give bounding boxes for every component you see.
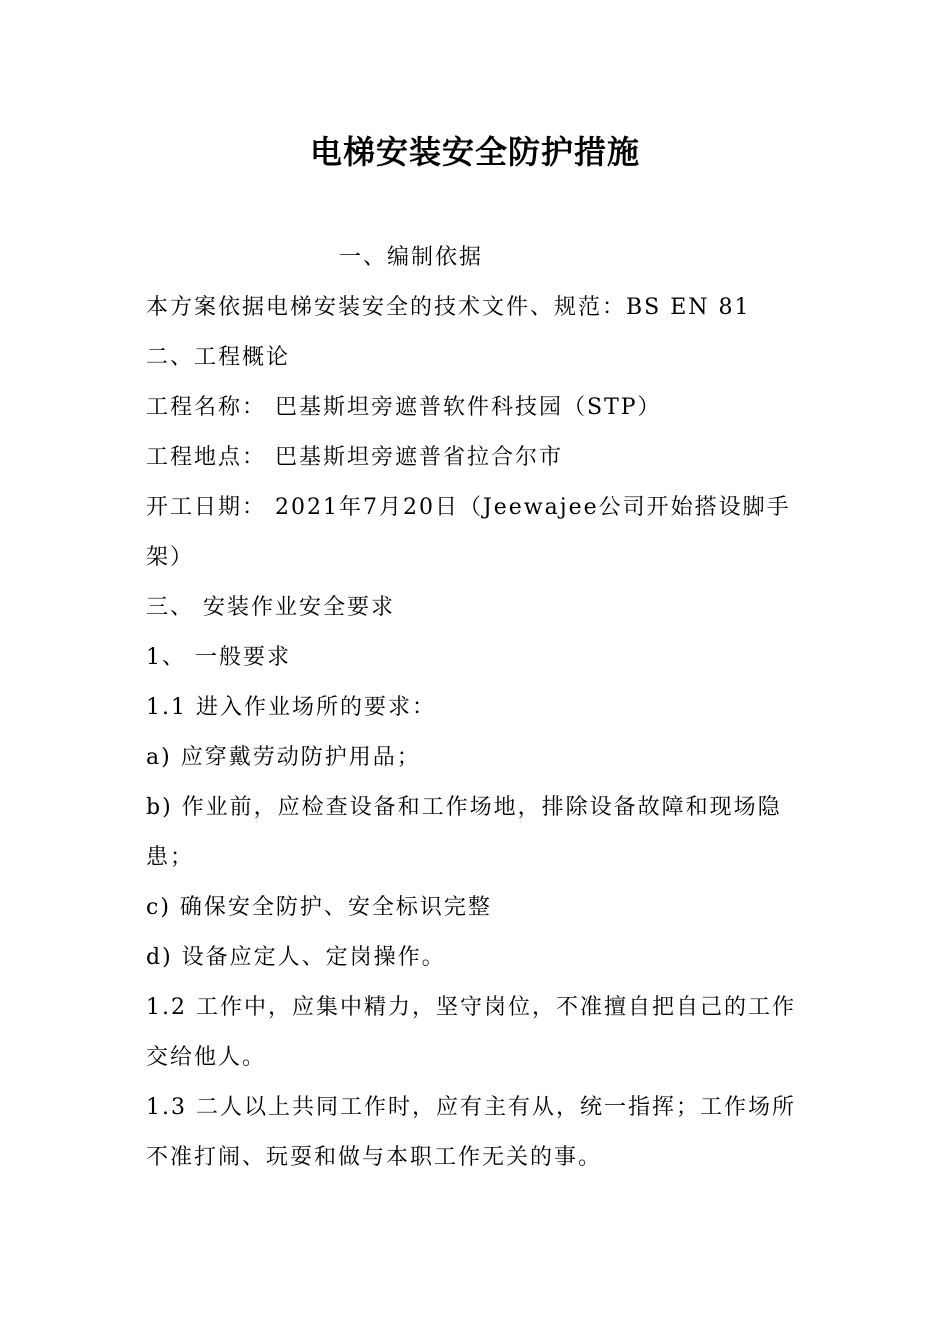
paragraph-project-location: 工程地点： 巴基斯坦旁遮普省拉合尔市	[146, 445, 563, 470]
section-heading-overview: 二、工程概论	[146, 345, 291, 370]
clause-1-3: 1.3 二人以上共同工作时，应有主有从，统一指挥；工作场所不准打闹、玩耍和做与本职工作无关的事。	[146, 1095, 796, 1170]
clause-1-1: 1.1 进入作业场所的要求：	[146, 695, 436, 720]
paragraph-project-name: 工程名称： 巴基斯坦旁遮普软件科技园（STP）	[146, 395, 662, 420]
document-body	[146, 233, 810, 1183]
list-item-b: b) 作业前，应检查设备和工作场地，排除设备故障和现场隐患；	[146, 795, 782, 870]
section-heading-basis: 一、编制依据	[339, 245, 484, 270]
section-heading-safety: 三、 安装作业安全要求	[146, 595, 395, 620]
clause-1-2: 1.2 工作中，应集中精力，坚守岗位，不准擅自把自己的工作交给他人。	[146, 995, 796, 1070]
subsection-general: 1、 一般要求	[146, 645, 291, 670]
list-item-a: a) 应穿戴劳动防护用品；	[146, 745, 421, 770]
paragraph-start-date: 开工日期： 2021年7月20日（Jeewajee公司开始搭设脚手架）	[146, 495, 791, 570]
list-item-c: c) 确保安全防护、安全标识完整	[146, 895, 492, 920]
document-title: 电梯安装安全防护措施	[309, 133, 640, 171]
list-item-d: d) 设备应定人、定岗操作。	[146, 945, 446, 970]
paragraph-basis: 本方案依据电梯安装安全的技术文件、规范：BS EN 81	[146, 295, 751, 320]
